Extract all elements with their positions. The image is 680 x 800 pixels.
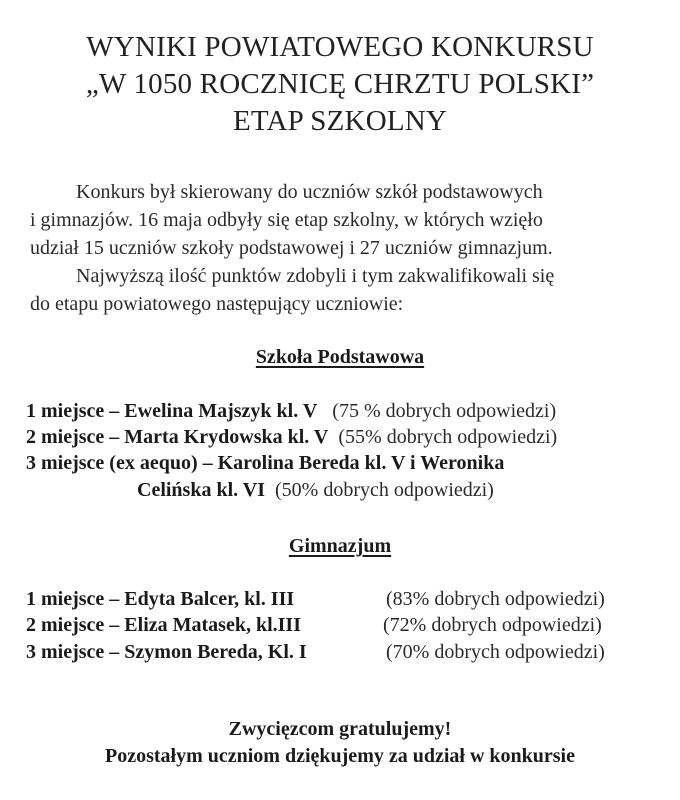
result-score: (50% dobrych odpowiedzi) <box>275 479 494 501</box>
result-score: (75 % dobrych odpowiedzi) <box>332 400 557 422</box>
result-winner: 1 miejsce – Ewelina Majszyk kl. V <box>26 400 318 422</box>
gymnasium-heading-text: Gimnazjum <box>288 535 392 557</box>
gymnasium-heading <box>0 533 680 559</box>
intro-paragraph <box>30 178 660 318</box>
title-line-3: ETAP SZKOLNY <box>232 105 448 137</box>
intro-line: Konkurs był skierowany do uczniów szkół podstawowych <box>76 181 543 203</box>
intro-line: udział 15 uczniów szkoły podstawowej i 27 uczniów gimnazjum. <box>30 237 553 259</box>
result-winner: 3 miejsce – Szymon Bereda, Kl. I <box>26 641 307 663</box>
result-winner: 2 miejsce – Eliza Matasek, kl.III <box>26 614 301 636</box>
result-winner: Celińska kl. VI <box>137 479 266 501</box>
primary-result-3 <box>26 450 504 476</box>
primary-result-1 <box>26 398 556 424</box>
intro-line: do etapu powiatowego następujący uczniowie: <box>30 293 404 315</box>
intro-line: Najwyższą ilość punktów zdobyli i tym zakwalifikowali się <box>76 265 555 287</box>
title-line-2: „W 1050 ROCZNICĘ CHRZTU POLSKI” <box>85 68 595 100</box>
result-score: (83% dobrych odpowiedzi) <box>386 588 605 610</box>
thanks-line: Pozostałym uczniom dziękujemy za udział w konkursie <box>105 745 575 767</box>
title-line-1: WYNIKI POWIATOWEGO KONKURSU <box>86 31 594 63</box>
result-score: (72% dobrych odpowiedzi) <box>383 614 602 636</box>
gymnasium-result-1 <box>26 586 294 612</box>
primary-result-3-continued <box>137 477 494 503</box>
intro-line: i gimnazjów. 16 maja odbyły się etap szkolny, w których wzięło <box>30 209 543 231</box>
gymnasium-result-3 <box>26 639 307 665</box>
result-winner: 1 miejsce – Edyta Balcer, kl. III <box>26 588 295 610</box>
congratulations-line: Zwycięzcom gratulujemy! <box>228 718 452 740</box>
primary-school-heading-text: Szkoła Podstawowa <box>255 346 425 368</box>
primary-result-2 <box>26 424 557 450</box>
result-score: (55% dobrych odpowiedzi) <box>338 426 558 448</box>
result-winner: 3 miejsce (ex aequo) – Karolina Bereda kl. V i Weronika <box>26 452 505 474</box>
result-score: (70% dobrych odpowiedzi) <box>386 641 605 663</box>
gymnasium-result-2 <box>26 612 301 638</box>
result-winner: 2 miejsce – Marta Krydowska kl. V <box>26 426 329 448</box>
primary-school-heading <box>0 344 680 370</box>
